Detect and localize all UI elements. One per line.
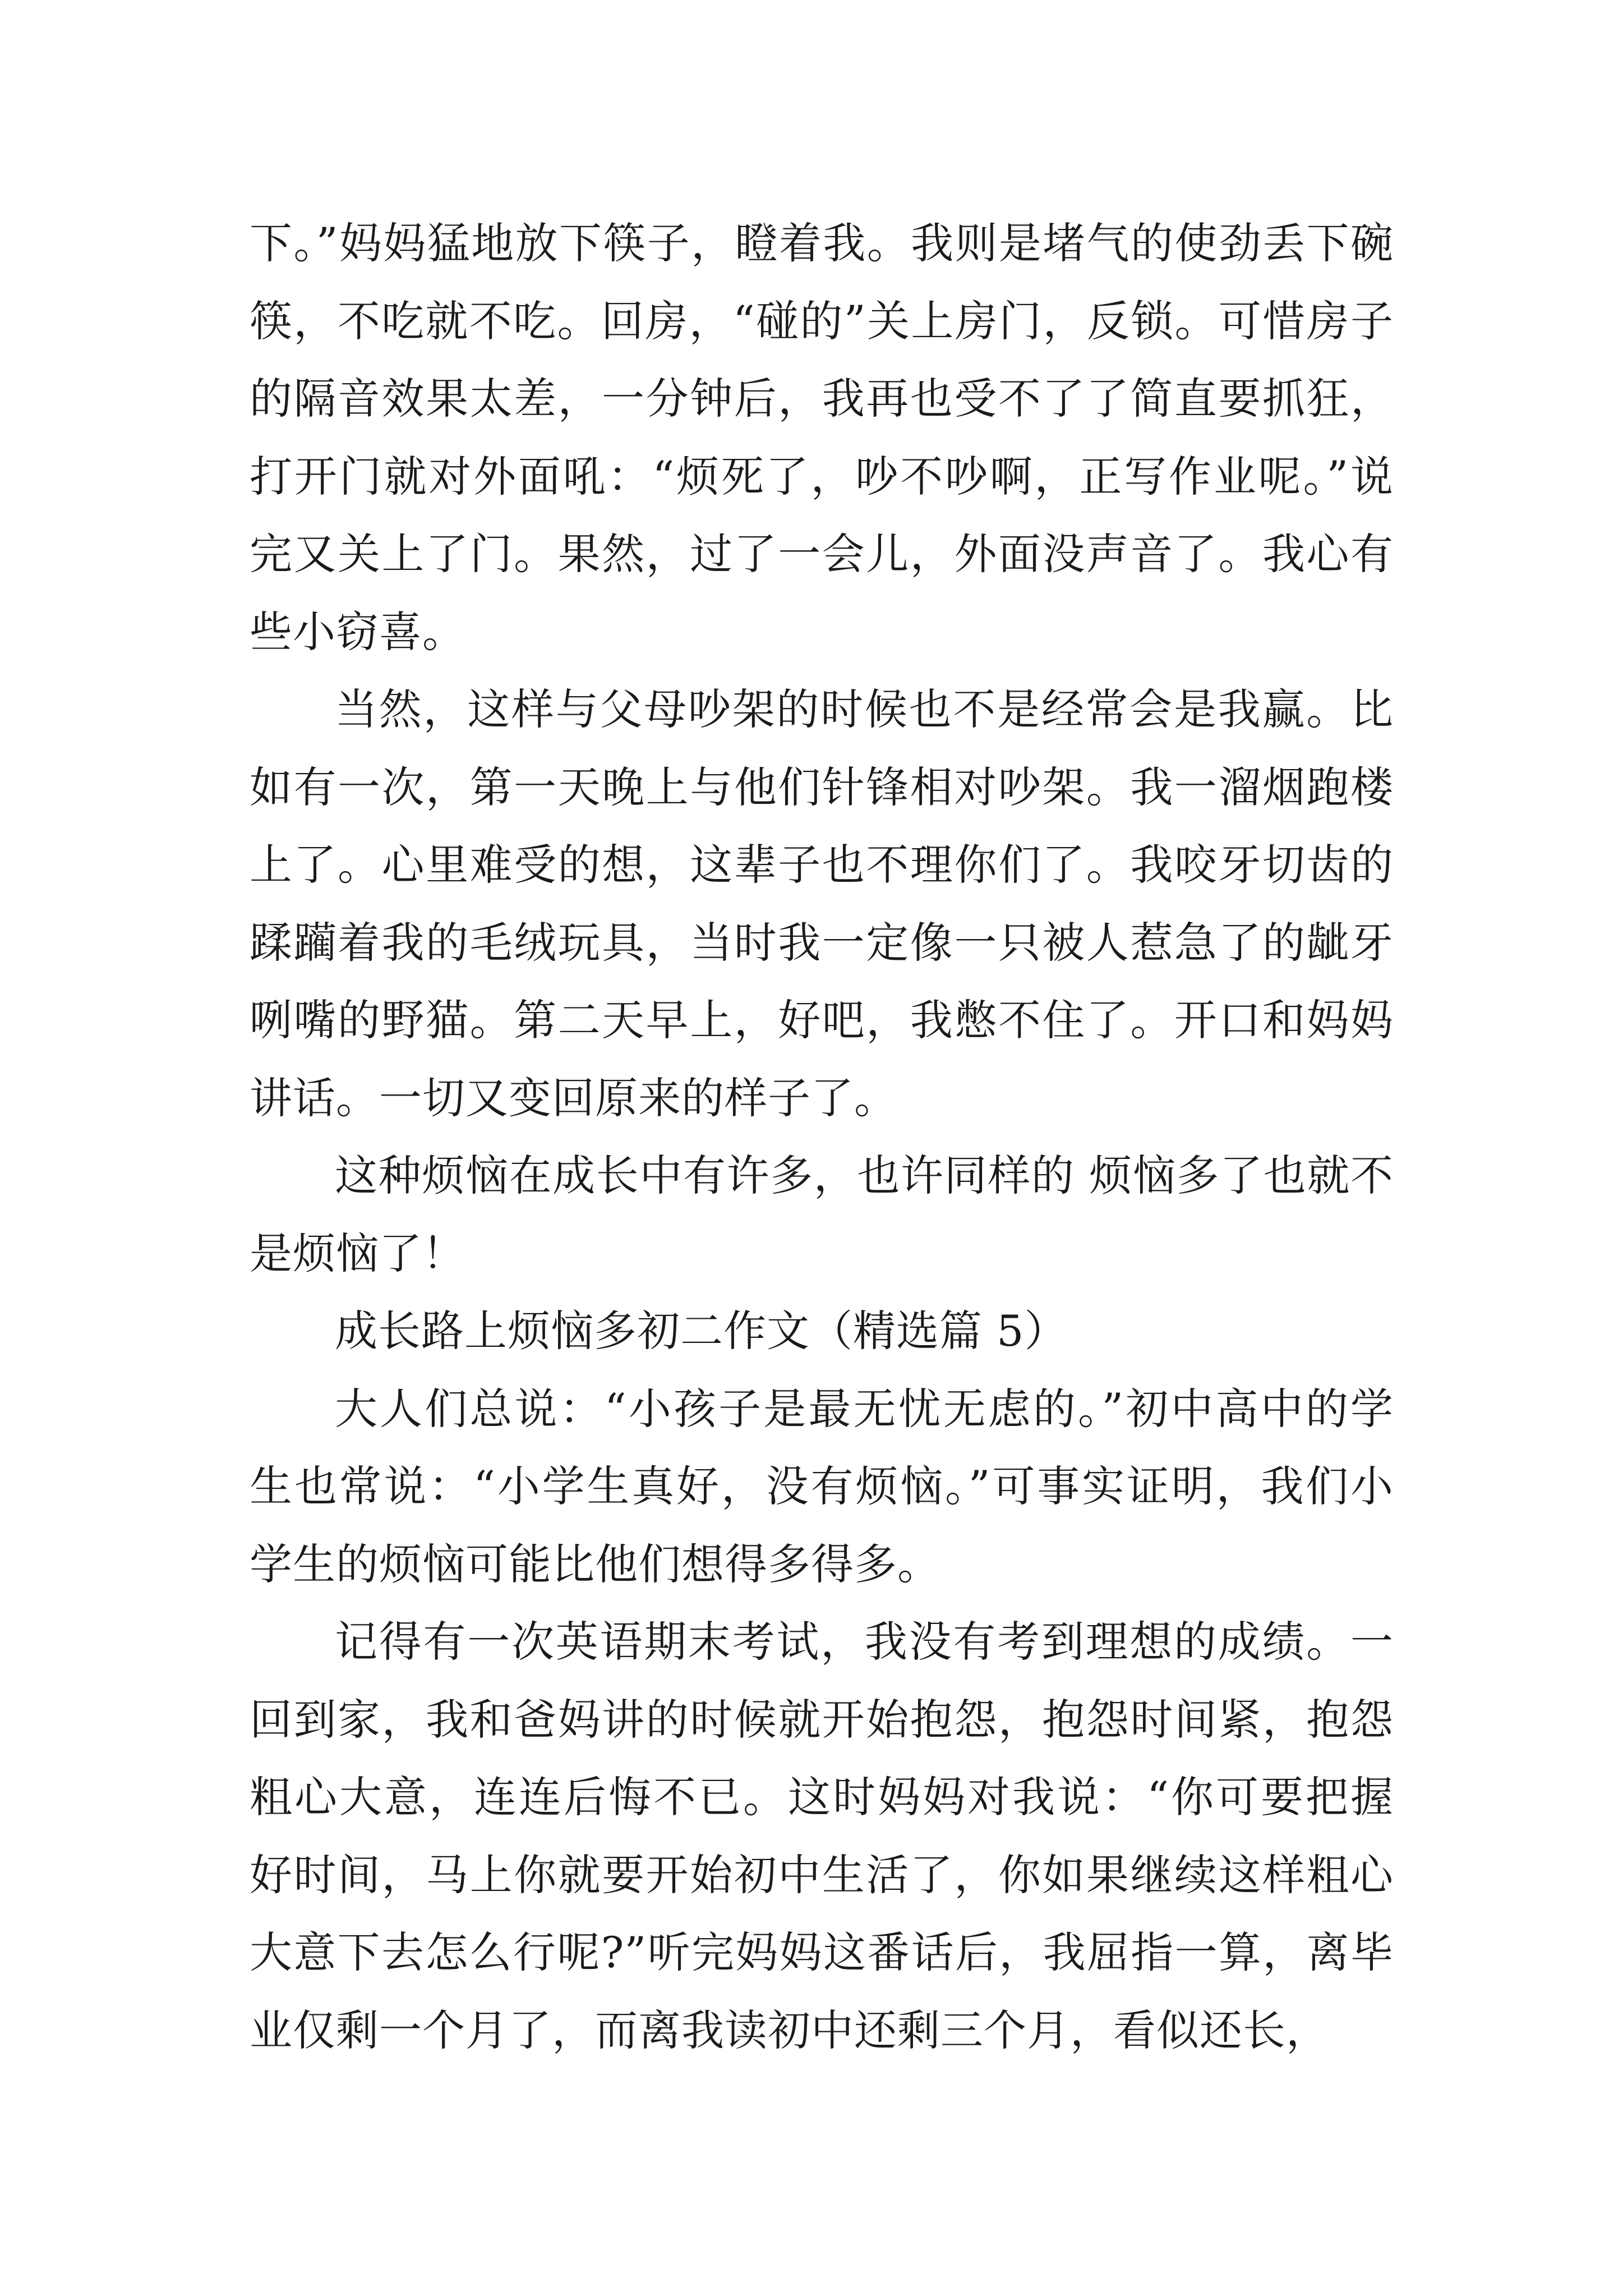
section-heading: 成长路上烦恼多初二作文（精选篇 5） bbox=[335, 1306, 1068, 1356]
paragraph-conclusion: 这种烦恼在成长中有许多，也许同样的 烦恼多了也就不是烦恼了！ bbox=[250, 1151, 1394, 1278]
paragraph-quarrel: 当然，这样与父母吵架的时候也不是经常会是我赢。比如有一次，第一天晚上与他们针锋相对吵架。我一溜烟跑楼上了。心里难受的想，这辈子也不理你们了。我咬牙切齿的蹂躏着我的毛绒玩具，当时我一定像一只被人惹急了的龇牙咧嘴的野猫。第二天早上，好吧，我憋不住了。开口和妈妈讲话。一切又变回原来的样子了。 bbox=[250, 684, 1394, 1123]
paragraph-intro: 大人们总说：“小孩子是最无忧无虑的。”初中高中的学生也常说：“小学生真好，没有烦恼。”可事实证明，我们小学生的烦恼可能比他们想得多得多。 bbox=[250, 1383, 1394, 1589]
paragraph-exam: 记得有一次英语期末考试，我没有考到理想的成绩。一回到家，我和爸妈讲的时候就开始抱怨，抱怨时间紧，抱怨粗心大意，连连后悔不已。这时妈妈对我说：“你可要把握好时间，马上你就要开始初中生活了，你如果继续这样粗心大意下去怎么行呢?”听完妈妈这番话后，我屈指一算，离毕业仅剩一个月了，而离我读初中还剩三个月，看似还长， bbox=[250, 1617, 1394, 2055]
paragraph-continuation: 下。”妈妈猛地放下筷子，瞪着我。我则是堵气的使劲丢下碗筷，不吃就不吃。回房，“碰的”关上房门，反锁。可惜房子的隔音效果太差，一分钟后，我再也受不了了简直要抓狂，打开门就对外面吼：“烦死了，吵不吵啊，正写作业呢。”说完又关上了门。果然，过了一会儿，外面没声音了。我心有些小窃喜。 bbox=[250, 218, 1394, 657]
document-body bbox=[250, 205, 1394, 2069]
